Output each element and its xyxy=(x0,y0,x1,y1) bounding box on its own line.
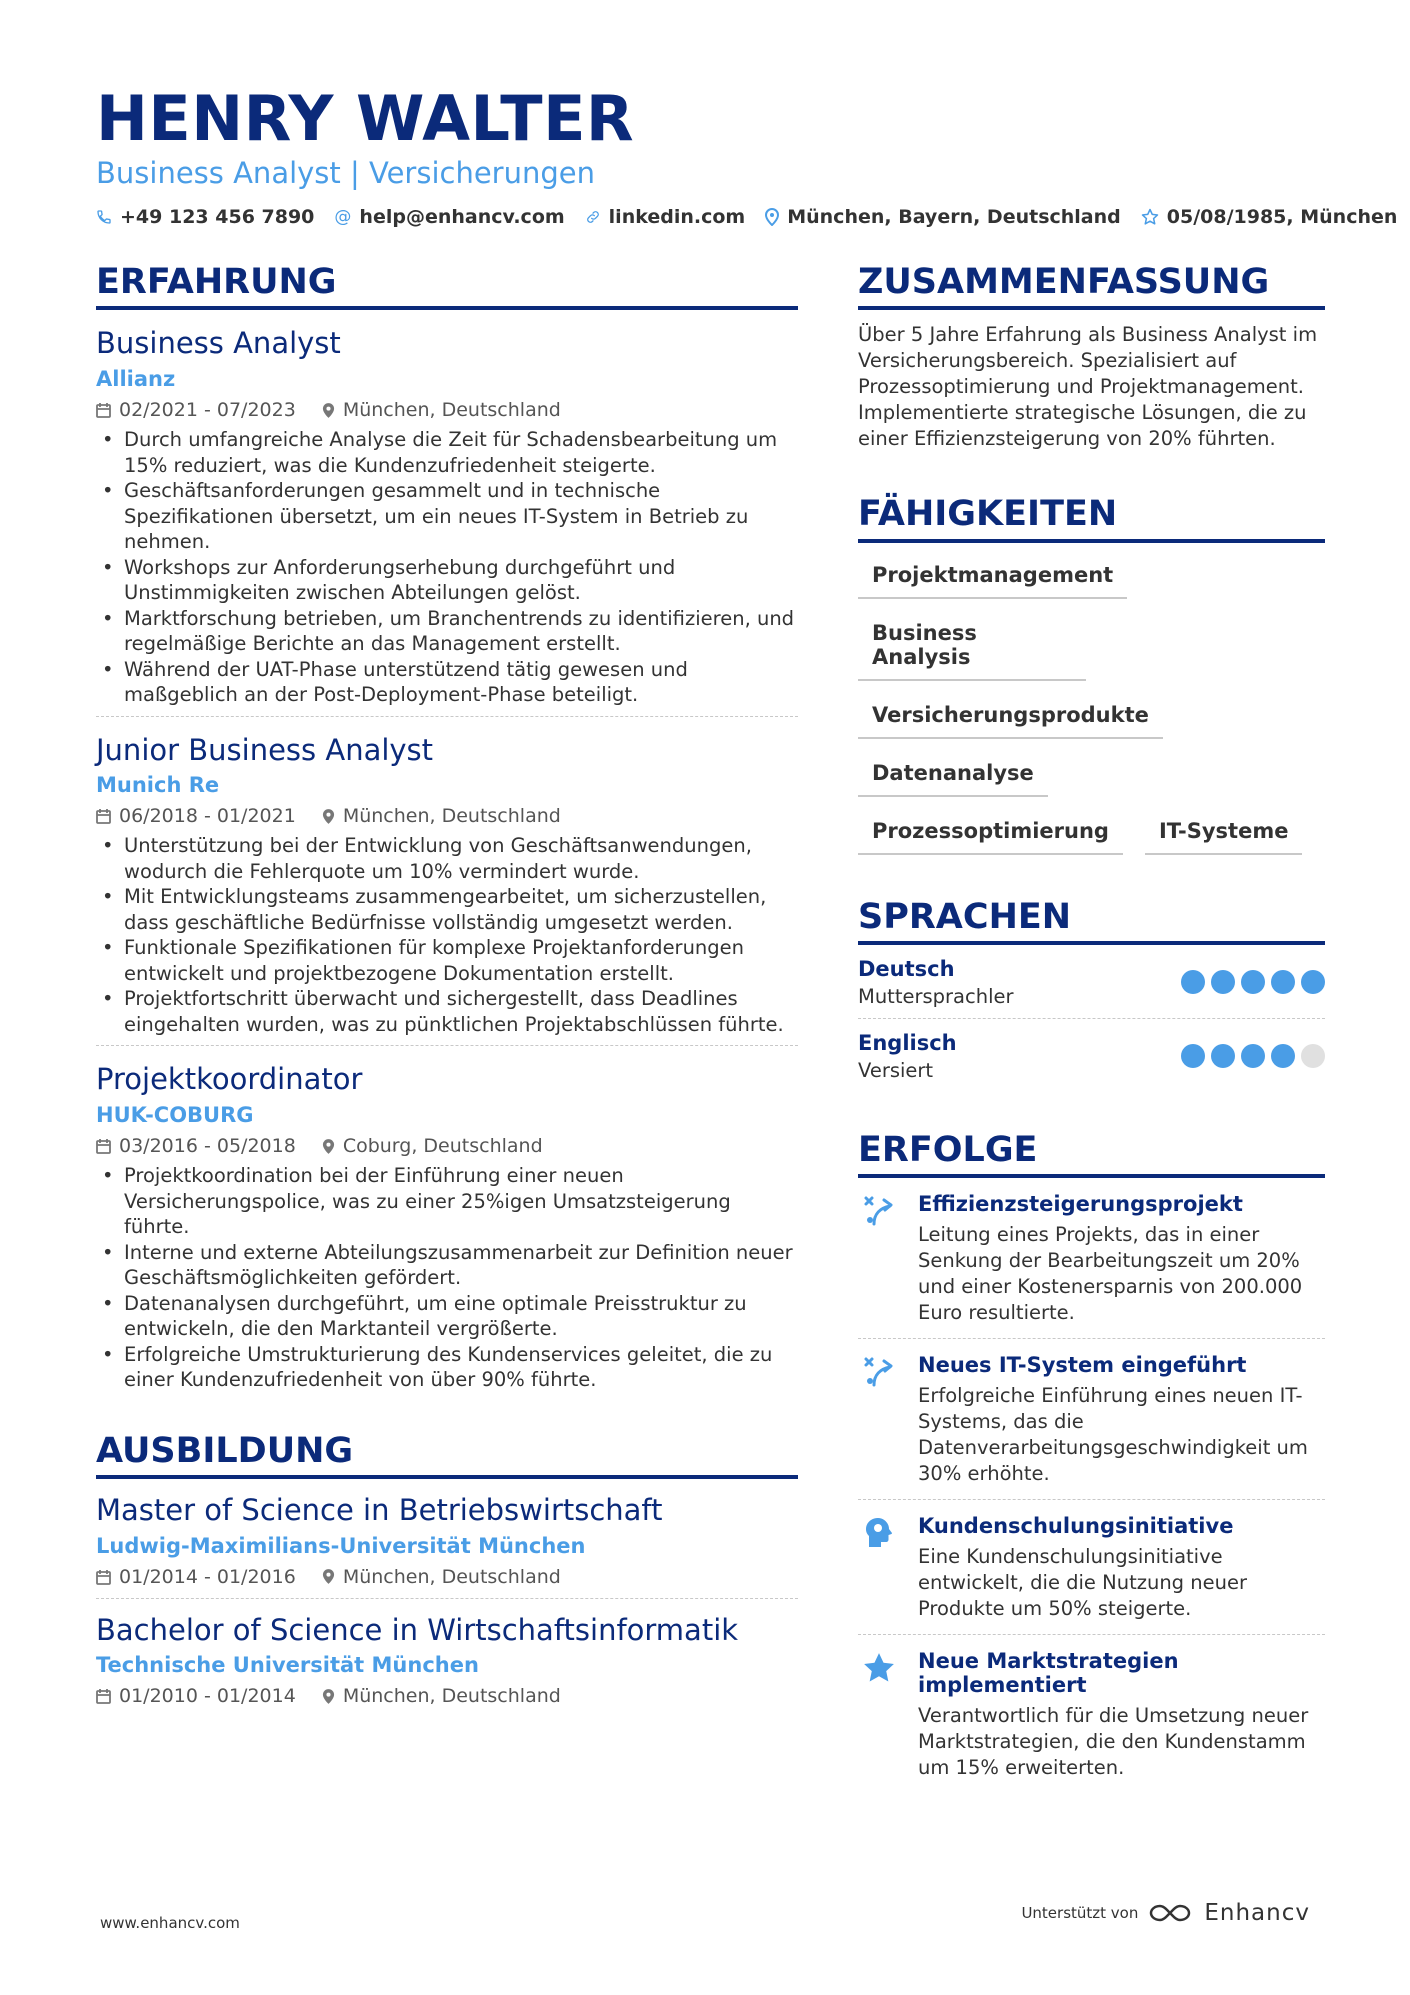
achievement-entry xyxy=(858,1178,1325,1339)
footer-branding[interactable] xyxy=(1021,1900,1310,1926)
rating-dot-filled xyxy=(1301,970,1325,994)
job-bullets xyxy=(96,427,798,708)
job-bullet: • Durch umfangreiche Analyse die Zeit für Schadensbearbeitung um 15% reduziert, was die Kundenzufriedenheit steigerte. xyxy=(96,427,798,478)
job-location xyxy=(322,805,561,827)
job-bullet: • Während der UAT-Phase unterstützend tätig gewesen und maßgeblich an der Post-Deployment-Phase beteiligt. xyxy=(96,657,798,708)
job-entry xyxy=(96,1046,798,1400)
achievement-text: Erfolgreiche Einführung eines neuen IT-Systems, das die Datenverarbeitungsgeschwindigkeit um 30% erhöhte. xyxy=(918,1384,1308,1485)
school-name: Technische Universität München xyxy=(96,1653,479,1678)
education-entry xyxy=(96,1599,798,1718)
calendar-icon xyxy=(96,808,111,824)
achievement-title: Kundenschulungsinitiative xyxy=(918,1514,1234,1538)
education-dates xyxy=(96,1685,296,1707)
rating-dot-filled xyxy=(1241,970,1265,994)
contact-bar xyxy=(96,206,1397,228)
education-location xyxy=(322,1685,561,1707)
education-heading: AUSBILDUNG xyxy=(96,1431,798,1479)
job-bullet: • Interne und externe Abteilungszusammenarbeit zur Definition neuer Geschäftsmöglichkeiten gefördert. xyxy=(96,1240,798,1291)
education-dates xyxy=(96,1566,296,1588)
job-bullet: • Datenanalysen durchgeführt, um eine optimale Preisstruktur zu entwickeln, die den Marktanteil vergrößerte. xyxy=(96,1291,798,1342)
location-icon xyxy=(322,1138,335,1155)
job-meta xyxy=(96,805,798,827)
job-bullet: • Projektkoordination bei der Einführung einer neuen Versicherungspolice, was zu einer 25%igen Umsatzsteigerung führte. xyxy=(96,1163,798,1240)
strategy-icon xyxy=(858,1192,900,1326)
location-icon xyxy=(322,1568,335,1585)
location-icon xyxy=(322,402,335,419)
job-location xyxy=(322,399,561,421)
contact-email-text: help@enhancv.com xyxy=(359,206,565,228)
job-dates-text: 06/2018 - 01/2021 xyxy=(119,805,296,828)
company-name: Allianz xyxy=(96,367,176,392)
achievement-title: Effizienzsteigerungsprojekt xyxy=(918,1192,1243,1216)
language-level: Muttersprachler xyxy=(858,984,1014,1008)
education-location-text: München, Deutschland xyxy=(342,1685,561,1708)
left-column xyxy=(96,262,798,1717)
right-column xyxy=(858,262,1325,1793)
job-dates-text: 03/2016 - 05/2018 xyxy=(119,1135,296,1158)
footer-website[interactable]: www.enhancv.com xyxy=(100,1914,240,1932)
rating-dot-filled xyxy=(1241,1044,1265,1068)
contact-linkedin[interactable] xyxy=(585,206,746,228)
company-name: HUK-COBURG xyxy=(96,1103,254,1128)
calendar-icon xyxy=(96,1138,111,1154)
skill-tag: Projektmanagement xyxy=(858,553,1127,599)
contact-location xyxy=(765,206,1121,228)
achievement-title: Neues IT-System eingeführt xyxy=(918,1353,1247,1377)
skills-heading: FÄHIGKEITEN xyxy=(858,494,1325,542)
job-bullet: • Unterstützung bei der Entwicklung von Geschäftsanwendungen, wodurch die Fehlerquote um 10% vermindert wurde. xyxy=(96,833,798,884)
contact-birth-text: 05/08/1985, München xyxy=(1166,206,1398,228)
skill-tag: IT-Systeme xyxy=(1145,809,1303,855)
star-icon xyxy=(1141,208,1159,226)
achievement-entry xyxy=(858,1339,1325,1500)
powered-by-label: Unterstützt von xyxy=(1021,1904,1139,1922)
job-bullet: • Workshops zur Anforderungserhebung durchgeführt und Unstimmigkeiten zwischen Abteilungen gelöst. xyxy=(96,555,798,606)
job-bullet: • Funktionale Spezifikationen für komplexe Projektanforderungen entwickelt und projektbezogene Dokumentation erstellt. xyxy=(96,935,798,986)
job-location-text: München, Deutschland xyxy=(342,805,561,828)
job-title: Junior Business Analyst xyxy=(96,732,434,767)
job-entry xyxy=(96,310,798,716)
skill-tag: Datenanalyse xyxy=(858,751,1048,797)
language-entry xyxy=(858,1019,1325,1092)
rating-dot-filled xyxy=(1181,970,1205,994)
language-name: Englisch xyxy=(858,1030,957,1055)
language-name: Deutsch xyxy=(858,956,955,981)
job-dates xyxy=(96,805,296,827)
head-icon xyxy=(858,1514,900,1622)
skills-list xyxy=(858,553,1325,855)
location-icon xyxy=(322,808,335,825)
at-icon: @ xyxy=(334,207,352,227)
rating-dot-filled xyxy=(1211,1044,1235,1068)
job-entry xyxy=(96,717,798,1047)
achievements-heading: ERFOLGE xyxy=(858,1130,1325,1178)
job-location xyxy=(322,1135,543,1157)
job-location-text: Coburg, Deutschland xyxy=(342,1135,543,1158)
achievement-text: Verantwortlich für die Umsetzung neuer Marktstrategien, die den Kundenstamm um 15% erweiterten. xyxy=(918,1704,1309,1779)
contact-phone-text: +49 123 456 7890 xyxy=(120,206,315,228)
rating-dot-filled xyxy=(1271,970,1295,994)
job-bullets xyxy=(96,1163,798,1393)
achievement-title: Neue Marktstrategien implementiert xyxy=(918,1649,1179,1697)
language-rating xyxy=(1181,1044,1325,1068)
contact-location-text: München, Bayern, Deutschland xyxy=(787,206,1121,228)
brand-name: Enhancv xyxy=(1204,1900,1310,1926)
achievement-text: Leitung eines Projekts, das in einer Senkung der Bearbeitungszeit um 20% und einer Kostenersparnis von 200.000 Euro resultierte. xyxy=(918,1223,1303,1324)
job-dates-text: 02/2021 - 07/2023 xyxy=(119,399,296,422)
experience-heading: ERFAHRUNG xyxy=(96,262,798,310)
candidate-headline: Business Analyst | Versicherungen xyxy=(96,156,595,190)
education-dates-text: 01/2010 - 01/2014 xyxy=(119,1685,296,1708)
rating-dot-filled xyxy=(1271,1044,1295,1068)
degree-title: Master of Science in Betriebswirtschaft xyxy=(96,1492,663,1527)
rating-dot-filled xyxy=(1181,1044,1205,1068)
job-bullets xyxy=(96,833,798,1037)
job-meta xyxy=(96,1135,798,1157)
job-bullet: • Geschäftsanforderungen gesammelt und in technische Spezifikationen übersetzt, um ein neues IT-System in Betrieb zu nehmen. xyxy=(96,478,798,555)
skill-tag: Prozessoptimierung xyxy=(858,809,1123,855)
summary-heading: ZUSAMMENFASSUNG xyxy=(858,262,1325,310)
company-name: Munich Re xyxy=(96,773,220,798)
job-location-text: München, Deutschland xyxy=(342,399,561,422)
enhancv-logo-icon xyxy=(1148,1901,1194,1925)
degree-title: Bachelor of Science in Wirtschaftsinformatik xyxy=(96,1612,739,1647)
job-meta xyxy=(96,399,798,421)
contact-linkedin-text: linkedin.com xyxy=(608,206,746,228)
language-entry xyxy=(858,945,1325,1019)
education-meta xyxy=(96,1566,798,1588)
job-bullet: • Erfolgreiche Umstrukturierung des Kundenservices geleitet, die zu einer Kundenzufriedenheit von über 90% führte. xyxy=(96,1342,798,1393)
skill-tag: Business Analysis xyxy=(858,611,1086,681)
contact-phone[interactable] xyxy=(96,206,314,228)
rating-dot-empty xyxy=(1301,1044,1325,1068)
candidate-name: HENRY WALTER xyxy=(96,82,635,155)
job-title: Projektkoordinator xyxy=(96,1062,363,1097)
calendar-icon xyxy=(96,1688,111,1704)
job-title: Business Analyst xyxy=(96,326,341,361)
summary-text: Über 5 Jahre Erfahrung als Business Analyst im Versicherungsbereich. Spezialisiert auf Prozessoptimierung und Projektmanagement. Implementierte strategische Lösungen, die zu einer Effizienzsteigerung von 20% führten. xyxy=(858,323,1318,451)
education-location-text: München, Deutschland xyxy=(342,1565,561,1588)
contact-email[interactable] xyxy=(334,206,564,228)
achievement-entry xyxy=(858,1635,1325,1793)
job-bullet: • Projektfortschritt überwacht und sichergestellt, dass Deadlines eingehalten wurden, was zu pünktlichen Projektabschlüssen führte. xyxy=(96,986,798,1037)
school-name: Ludwig-Maximilians-Universität München xyxy=(96,1533,586,1558)
achievement-entry xyxy=(858,1500,1325,1635)
job-dates xyxy=(96,399,296,421)
job-bullet: • Marktforschung betrieben, um Branchentrends zu identifizieren, und regelmäßige Berichte an das Management erstellt. xyxy=(96,606,798,657)
rating-dot-filled xyxy=(1211,970,1235,994)
education-meta xyxy=(96,1685,798,1707)
language-rating xyxy=(1181,970,1325,994)
star-icon xyxy=(858,1649,900,1781)
location-icon xyxy=(322,1688,335,1705)
job-dates xyxy=(96,1135,296,1157)
strategy-icon xyxy=(858,1353,900,1487)
contact-birth xyxy=(1141,206,1398,228)
skill-tag: Versicherungsprodukte xyxy=(858,693,1163,739)
education-dates-text: 01/2014 - 01/2016 xyxy=(119,1565,296,1588)
phone-icon xyxy=(96,209,112,225)
link-icon xyxy=(585,209,601,225)
achievement-text: Eine Kundenschulungsinitiative entwickelt, die die Nutzung neuer Produkte um 50% steigerte. xyxy=(918,1545,1247,1620)
calendar-icon xyxy=(96,402,111,418)
job-bullet: • Mit Entwicklungsteams zusammengearbeitet, um sicherzustellen, dass geschäftliche Bedürfnisse vollständig umgesetzt werden. xyxy=(96,884,798,935)
language-level: Versiert xyxy=(858,1058,934,1082)
calendar-icon xyxy=(96,1569,111,1585)
education-location xyxy=(322,1566,561,1588)
education-entry xyxy=(96,1479,798,1599)
languages-heading: SPRACHEN xyxy=(858,897,1325,945)
location-icon xyxy=(765,208,779,226)
